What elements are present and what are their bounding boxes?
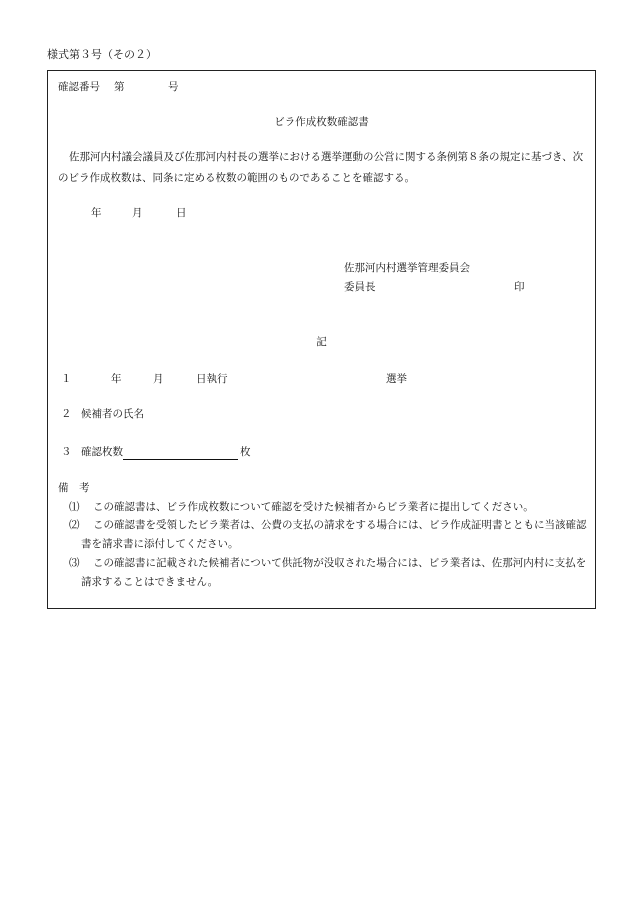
issuer-seal: 印 [514,282,525,293]
form-label: 様式第３号（その２） [47,49,157,61]
count-underline [123,448,238,460]
item-2-label: 候補者の氏名 [81,409,144,420]
item-1-election: 選挙 [386,374,407,385]
document-title: ビラ作成枚数確認書 [274,117,369,128]
notes-heading: 備 考 [58,483,90,494]
date-day: 日 [176,208,187,219]
confirmation-number-prefix: 第 [114,82,125,93]
note-2-line-2: 書を請求書に添付してください。 [81,539,239,550]
note-2-line-1: この確認書を受領したビラ業者は、公費の支払の請求をする場合には、ビラ作成証明書とともに当該確認 [93,520,587,531]
item-3-number: ３ [61,447,72,458]
ki-heading: 記 [316,337,327,348]
note-2-number: ⑵ [69,520,80,531]
item-3-label: 確認枚数 [81,447,123,458]
note-1-line-1: この確認書は、ビラ作成枚数について確認を受けた候補者からビラ業者に提出してください。 [93,502,534,513]
item-1-year: 年 [111,374,122,385]
issuer-role: 委員長 [344,282,376,293]
item-1-number: １ [61,374,72,385]
item-1-month: 月 [153,374,164,385]
note-3-line-1: この確認書に記載された候補者について供託物が没収された場合には、ビラ業者は、佐那河内村に支払を [93,558,587,569]
note-1-number: ⑴ [69,502,80,513]
body-line-2: のビラ作成枚数は、同条に定める枚数の範囲のものであることを確認する。 [58,173,415,184]
issuer-org: 佐那河内村選挙管理委員会 [344,263,470,274]
date-month: 月 [132,208,143,219]
confirmation-number-suffix: 号 [168,82,179,93]
date-year: 年 [91,208,102,219]
note-3-number: ⑶ [69,558,80,569]
item-3-unit: 枚 [240,447,251,458]
note-3-line-2: 請求することはできません。 [81,577,219,588]
form-box [47,70,596,609]
item-1-day-exec: 日執行 [196,374,228,385]
body-line-1: 佐那河内村議会議員及び佐那河内村長の選挙における選挙運動の公営に関する条例第８条の規定に基づき、次 [69,152,584,163]
item-2-number: ２ [61,409,72,420]
confirmation-number-label: 確認番号 [58,82,100,93]
